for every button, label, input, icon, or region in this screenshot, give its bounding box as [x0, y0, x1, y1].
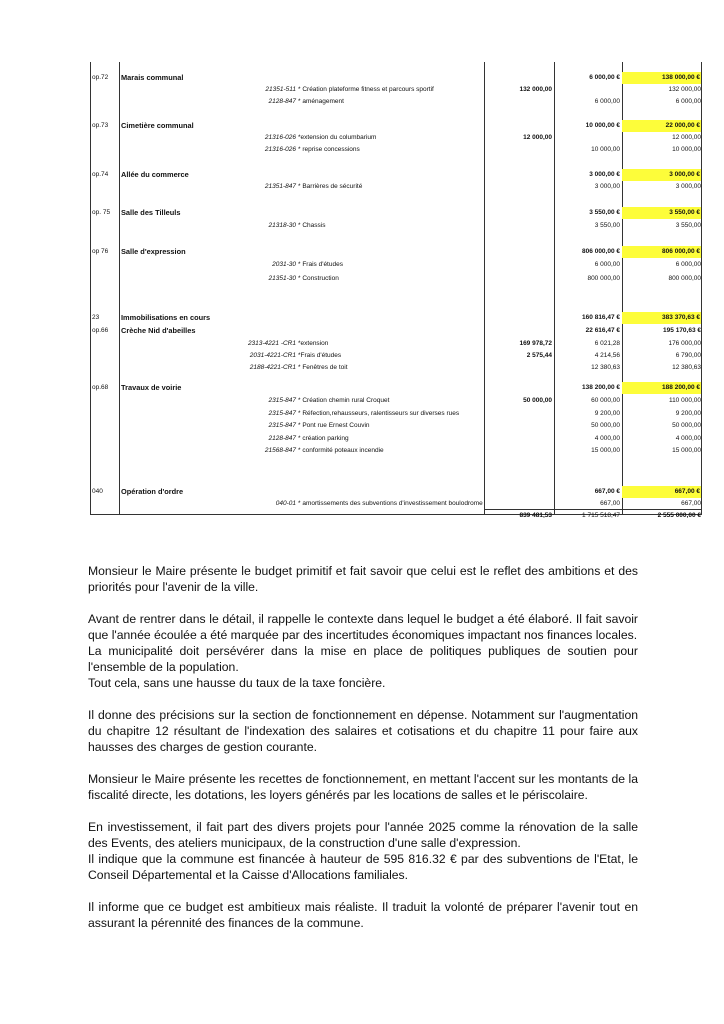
amount-total: 12 000,00 [672, 134, 701, 141]
paragraph [88, 707, 638, 755]
table-section-row [90, 246, 702, 258]
table-section-row [90, 207, 702, 219]
table-row [90, 445, 702, 457]
amount-total: 10 000,00 [672, 146, 701, 153]
amount-col2: 6 021,28 [594, 340, 620, 347]
table-row [90, 338, 702, 350]
operation-code: op.73 [92, 122, 109, 129]
table-row [90, 96, 702, 108]
amount-col2: 60 000,00 [591, 397, 620, 404]
amount-total: 15 000,00 [672, 447, 701, 454]
account-code: 2128-847 [268, 98, 296, 105]
section-title: Marais communal [121, 73, 184, 82]
table-section-row [90, 120, 702, 132]
paragraph-sentence: Il donne des précisions sur la section de fonctionnement en dépense. Notamment sur l'augmentation du chapitre 12 résultant de l'indexation des salaires et cotisations et du chapitre 11 pour faire aux hausses des charges de gestion courante. [88, 708, 638, 754]
amount-total: 188 200,00 € [622, 382, 701, 394]
amount-col2: 12 380,63 [591, 364, 620, 371]
amount-col2: 3 550,00 € [589, 209, 620, 216]
account-code: 21351-511 [265, 86, 296, 93]
operation-code: op.72 [92, 74, 109, 81]
account-code: 2315-847 [268, 410, 296, 417]
item-description: * conformité poteaux incendie [298, 447, 384, 454]
paragraph [88, 899, 638, 931]
paragraph-sentence: La municipalité doit persévérer dans la mise en place de politiques publiques de soutien pour l'ensemble de la population. [88, 644, 638, 674]
table-section-row [90, 312, 702, 324]
table-row [90, 84, 702, 96]
amount-total: 3 550,00 [675, 222, 701, 229]
amount-total: 3 550,00 € [622, 207, 701, 219]
amount-total: 3 000,00 [675, 183, 701, 190]
item-description: * Réfection,rehausseurs, ralentisseurs sur diverses rues [298, 410, 460, 417]
account-code: 2313-4221 -CR1 [247, 340, 296, 347]
table-row [90, 350, 702, 362]
amount-col2: 3 000,00 [594, 183, 620, 190]
table-row [90, 420, 702, 432]
amount-col1: 132 000,00 [519, 86, 552, 93]
amount-col2: 800 000,00 [587, 275, 620, 282]
table-row [90, 395, 702, 407]
item-description: * Frais d'études [298, 261, 343, 268]
table-row [90, 144, 702, 156]
account-code: 21568-847 [264, 447, 296, 454]
amount-total: 667,00 € [622, 486, 701, 498]
account-code: 2031-30 [272, 261, 296, 268]
grand-total-col2: 1 715 518,47 [582, 512, 620, 519]
amount-col2: 667,00 € [594, 488, 620, 495]
paragraph [88, 563, 638, 595]
account-code: 2031-4221-CR1 [249, 352, 296, 359]
minutes-text [88, 563, 638, 931]
paragraph [88, 611, 638, 691]
item-description: * Chassis [298, 222, 326, 229]
paragraph-sentence: Tout cela, sans une hausse du taux de la taxe foncière. [88, 676, 386, 690]
amount-col2: 50 000,00 [591, 422, 620, 429]
section-title: Cimetière communal [121, 121, 194, 130]
amount-col1: 12 000,00 [523, 134, 552, 141]
amount-col2: 4 000,00 [594, 435, 620, 442]
table-row [90, 362, 702, 374]
item-description: * Barrières de sécurité [298, 183, 363, 190]
amount-col2: 6 000,00 [594, 261, 620, 268]
amount-col1: 2 575,44 [526, 352, 552, 359]
item-description: * Fenêtres de toit [298, 364, 348, 371]
amount-total: 12 380,63 [672, 364, 701, 371]
section-title: Salle d'expression [121, 247, 186, 256]
grand-total-col1: 839 481,53 [519, 512, 552, 519]
amount-total: 800 000,00 [668, 275, 701, 282]
section-title: Crèche Nid d'abeilles [121, 326, 196, 335]
amount-total: 50 000,00 [672, 422, 701, 429]
table-section-row [90, 382, 702, 394]
amount-col2: 3 550,00 [594, 222, 620, 229]
item-description: *extension du columbarium [298, 134, 377, 141]
amount-total: 176 000,00 [668, 340, 701, 347]
amount-total: 4 000,00 [675, 435, 701, 442]
amount-col2: 3 000,00 € [589, 171, 620, 178]
amount-total: 138 000,00 € [622, 72, 701, 84]
account-code: 040-01 [275, 500, 296, 507]
amount-col2: 15 000,00 [591, 447, 620, 454]
item-description: * aménagement [298, 98, 344, 105]
section-title: Opération d'ordre [121, 487, 184, 496]
table-row [90, 408, 702, 420]
account-code: 21351-847 [264, 183, 296, 190]
table-row [90, 273, 702, 285]
section-title: Allée du commerce [121, 170, 189, 179]
paragraph [88, 819, 638, 883]
amount-col2: 4 214,56 [594, 352, 620, 359]
amount-col1: 169 978,72 [519, 340, 552, 347]
amount-col2: 10 000,00 [591, 146, 620, 153]
amount-col2: 160 816,47 € [582, 314, 620, 321]
table-row [90, 220, 702, 232]
section-title: Travaux de voirie [121, 383, 182, 392]
amount-total: 806 000,00 € [622, 246, 701, 258]
operation-code: 23 [92, 314, 100, 321]
budget-table [90, 62, 702, 519]
item-description: * Pont rue Ernest Couvin [298, 422, 370, 429]
amount-col2: 138 200,00 € [582, 384, 620, 391]
amount-total: 9 200,00 [675, 410, 701, 417]
account-code: 21316-026 [264, 134, 296, 141]
operation-code: 040 [92, 488, 103, 495]
table-row [90, 433, 702, 445]
amount-total: 110 000,00 [668, 397, 701, 404]
table-row [90, 259, 702, 271]
paragraph-sentence: Il indique que la commune est financée à hauteur de 595 816.32 € par des subventions de l'Etat, le Conseil Départemental et la Caisse d'Allocations familiales. [88, 852, 638, 882]
account-code: 2128-847 [268, 435, 296, 442]
amount-total: 22 000,00 € [622, 120, 701, 132]
account-code: 21318-30 [268, 222, 296, 229]
account-code: 2315-847 [268, 397, 296, 404]
amount-col2: 6 000,00 [594, 98, 620, 105]
operation-code: op.66 [92, 327, 109, 334]
table-section-row [90, 72, 702, 84]
amount-total: 6 000,00 [675, 261, 701, 268]
amount-total: 6 000,00 [675, 98, 701, 105]
item-description: * Création chemin rural Croquet [298, 397, 390, 404]
operation-code: op.68 [92, 384, 109, 391]
item-description: * création parking [298, 435, 349, 442]
account-code: 2315-847 [268, 422, 296, 429]
account-code: 21316-026 [264, 146, 296, 153]
table-section-row [90, 169, 702, 181]
paragraph-sentence: Il informe que ce budget est ambitieux mais réaliste. Il traduit la volonté de préparer l'avenir tout en assurant la pérennité des finances de la commune. [88, 900, 638, 930]
paragraph-sentence: Monsieur le Maire présente le budget primitif et fait savoir que celui est le reflet des ambitions et des priorités pour l'avenir de la ville. [88, 564, 638, 594]
amount-col2: 22 616,47 € [585, 327, 620, 334]
operation-code: op 76 [92, 248, 109, 255]
account-code: 21351-30 [268, 275, 296, 282]
amount-col2: 10 000,00 € [585, 122, 620, 129]
paragraph-sentence: Monsieur le Maire présente les recettes de fonctionnement, en mettant l'accent sur les montants de la fiscalité directe, les dotations, les loyers générés par les locations de salles et le périscolaire. [88, 772, 638, 802]
paragraph-sentence: En investissement, il fait part des divers projets pour l'année 2025 comme la rénovation de la salle des Events, des ateliers municipaux, de la construction d'une salle d'expression. [88, 820, 638, 850]
account-code: 2188-4221-CR1 [249, 364, 296, 371]
amount-total: 195 170,63 € [663, 327, 701, 334]
paragraph-sentence: Avant de rentrer dans le détail, il rappelle le contexte dans lequel le budget a été élaboré. Il fait savoir que l'année écoulée a été marquée par des incertitudes économiques impactant nos finances locales. [88, 612, 638, 642]
table-row [90, 181, 702, 193]
grand-total: 2 555 000,00 € [657, 512, 701, 519]
section-title: Salle des Tilleuls [121, 208, 181, 217]
item-description: *Frais d'études [298, 352, 342, 359]
amount-total: 132 000,00 [668, 86, 701, 93]
item-description: * Création plateforme fitness et parcours sportif [298, 86, 434, 93]
amount-col2: 6 000,00 € [589, 74, 620, 81]
item-description: * amortissements des subventions d'investissement boulodrome [298, 500, 483, 507]
operation-code: op.74 [92, 171, 109, 178]
item-description: * Construction [298, 275, 339, 282]
amount-col2: 806 000,00 € [582, 248, 620, 255]
table-section-row [90, 486, 702, 498]
table-row [90, 132, 702, 144]
table-total-row [90, 510, 702, 522]
amount-col2: 667,00 [600, 500, 620, 507]
amount-total: 667,00 [681, 500, 701, 507]
table-section-row [90, 325, 702, 337]
amount-col1: 50 000,00 [523, 397, 552, 404]
amount-col2: 9 200,00 [594, 410, 620, 417]
operation-code: op. 75 [92, 209, 111, 216]
paragraph [88, 771, 638, 803]
amount-total: 3 000,00 € [622, 169, 701, 181]
item-description: *extension [298, 340, 329, 347]
item-description: * reprise concessions [298, 146, 360, 153]
amount-total: 383 370,63 € [622, 312, 701, 324]
amount-total: 6 790,00 [675, 352, 701, 359]
section-title: Immobilisations en cours [121, 313, 211, 322]
